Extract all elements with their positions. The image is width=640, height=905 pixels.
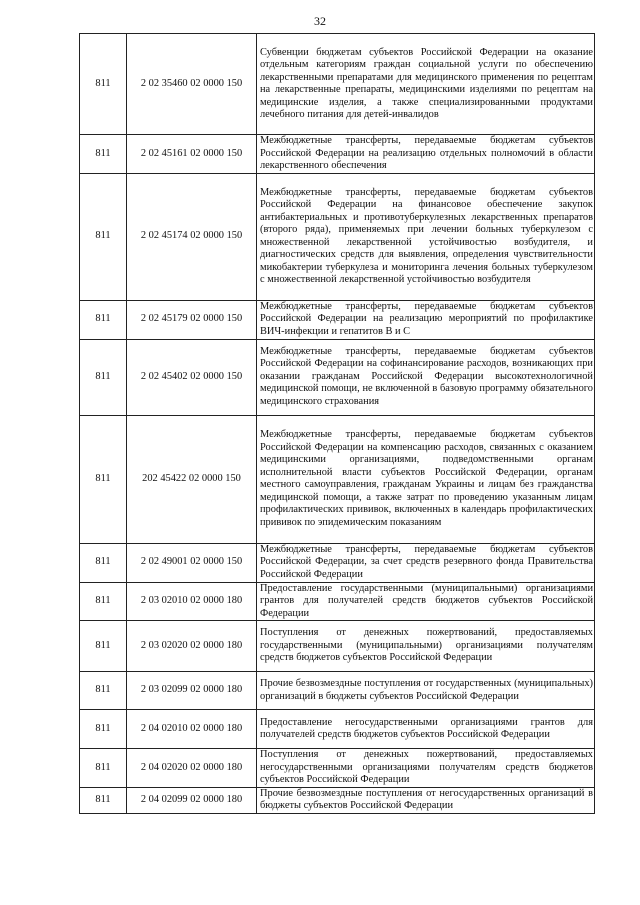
table-row [80,749,595,788]
admin-code-cell: 811 [80,582,127,621]
table-row [80,34,595,135]
budget-code-cell: 2 02 45179 02 0000 150 [127,300,257,339]
table-row [80,339,595,415]
description-cell [257,787,595,813]
budget-code-cell: 2 02 35460 02 0000 150 [127,34,257,135]
admin-code-cell: 811 [80,173,127,300]
description-text: Межбюджетные трансферты, передаваемые бюджетам субъектов Российской Федерации на финансовое обеспечение закупок антибактериальных и противотуберкулезных лекарственных препаратов (второго ряда), применяемых при лечении больных туберкулезом с множественной лекарственной устойчивостью возбудителя, и диагностических средств для выявления, определения чувствительности микобактерии туберкулеза и мониторинга лечения больных туберкулезом с множественной лекарственной устойчивостью возбудителя [260,186,593,285]
description-text: Межбюджетные трансферты, передаваемые бюджетам субъектов Российской Федерации на реализацию мероприятий по профилактике ВИЧ-инфекции и гепатитов В и С [260,300,593,337]
description-text: Прочие безвозмездные поступления от негосударственных организаций в бюджеты субъектов Российской Федерации [260,787,593,811]
description-text: Межбюджетные трансферты, передаваемые бюджетам субъектов Российской Федерации на компенсацию расходов, связанных с оказанием медицинскими организациями, подведомственными органам исполнительной власти субъектов Российской Федерации, органам местного самоуправления, гражданам Украины и лицам без гражданства медицинской помощи, а также затрат по проведению указанным лицам профилактических прививок, включенных в календарь профилактических прививок по эпидемическим показаниям [260,429,593,528]
admin-code-cell: 811 [80,34,127,135]
budget-code-cell: 202 45422 02 0000 150 [127,415,257,543]
description-text: Прочие безвозмездные поступления от государственных (муниципальных) организаций в бюджеты субъектов Российской Федерации [260,678,593,702]
admin-code-cell: 811 [80,749,127,788]
description-text: Межбюджетные трансферты, передаваемые бюджетам субъектов Российской Федерации, за счет средств резервного фонда Правительства Российской Федерации [260,543,593,580]
budget-code-cell: 2 02 45174 02 0000 150 [127,173,257,300]
description-text: Предоставление негосударственными организациями грантов для получателей средств бюджетов субъектов Российской Федерации [260,716,593,740]
budget-code-cell: 2 04 02099 02 0000 180 [127,787,257,813]
description-cell [257,710,595,749]
admin-code-cell: 811 [80,415,127,543]
description-cell [257,543,595,582]
description-text: Межбюджетные трансферты, передаваемые бюджетам субъектов Российской Федерации на софинансирование расходов, возникающих при оказании гражданам Российской Федерации высокотехнологичной медицинской помощи, не включенной в базовую программу обязательного медицинского страхования [260,345,593,407]
description-cell [257,582,595,621]
admin-code-cell: 811 [80,135,127,174]
description-cell [257,415,595,543]
table-row [80,300,595,339]
budget-code-cell: 2 04 02010 02 0000 180 [127,710,257,749]
table-row [80,582,595,621]
description-text: Субвенции бюджетам субъектов Российской Федерации на оказание отдельным категориям граждан социальной услуги по обеспечению лекарственными препаратами для медицинского применения по рецептам на лекарственные препараты, медицинскими изделиями по рецептам на медицинские изделия, а также специализированными продуктами лечебного питания для детей-инвалидов [260,46,593,120]
revenue-codes-table [79,33,595,814]
table-row [80,135,595,174]
description-text: Поступления от денежных пожертвований, предоставляемых негосударственными организациями получателям средств бюджетов субъектов Российской Федерации [260,749,593,785]
description-text: Межбюджетные трансферты, передаваемые бюджетам субъектов Российской Федерации на реализацию отдельных полномочий в области лекарственного обеспечения [260,135,593,171]
budget-code-cell: 2 03 02020 02 0000 180 [127,621,257,672]
budget-code-cell: 2 02 45161 02 0000 150 [127,135,257,174]
description-text: Предоставление государственными (муниципальными) организациями грантов для получателей средств бюджетов субъектов Российской Федерации [260,582,593,619]
budget-code-cell: 2 03 02099 02 0000 180 [127,672,257,710]
table-row [80,415,595,543]
admin-code-cell: 811 [80,621,127,672]
page-number: 32 [314,14,326,28]
budget-code-cell: 2 04 02020 02 0000 180 [127,749,257,788]
table-row [80,621,595,672]
budget-code-cell: 2 03 02010 02 0000 180 [127,582,257,621]
admin-code-cell: 811 [80,339,127,415]
admin-code-cell: 811 [80,300,127,339]
description-cell [257,300,595,339]
description-cell [257,173,595,300]
description-cell [257,339,595,415]
description-cell [257,749,595,788]
table-row [80,672,595,710]
table-row [80,543,595,582]
admin-code-cell: 811 [80,710,127,749]
budget-code-cell: 2 02 45402 02 0000 150 [127,339,257,415]
description-text: Поступления от денежных пожертвований, предоставляемых государственными (муниципальными) организациями получателям средств бюджетов субъектов Российской Федерации [260,627,593,664]
table-row [80,787,595,813]
table-row [80,173,595,300]
budget-code-cell: 2 02 49001 02 0000 150 [127,543,257,582]
description-cell [257,135,595,174]
admin-code-cell: 811 [80,672,127,710]
description-cell [257,672,595,710]
admin-code-cell: 811 [80,787,127,813]
admin-code-cell: 811 [80,543,127,582]
table-body [80,34,595,814]
description-cell [257,34,595,135]
table-row [80,710,595,749]
description-cell [257,621,595,672]
